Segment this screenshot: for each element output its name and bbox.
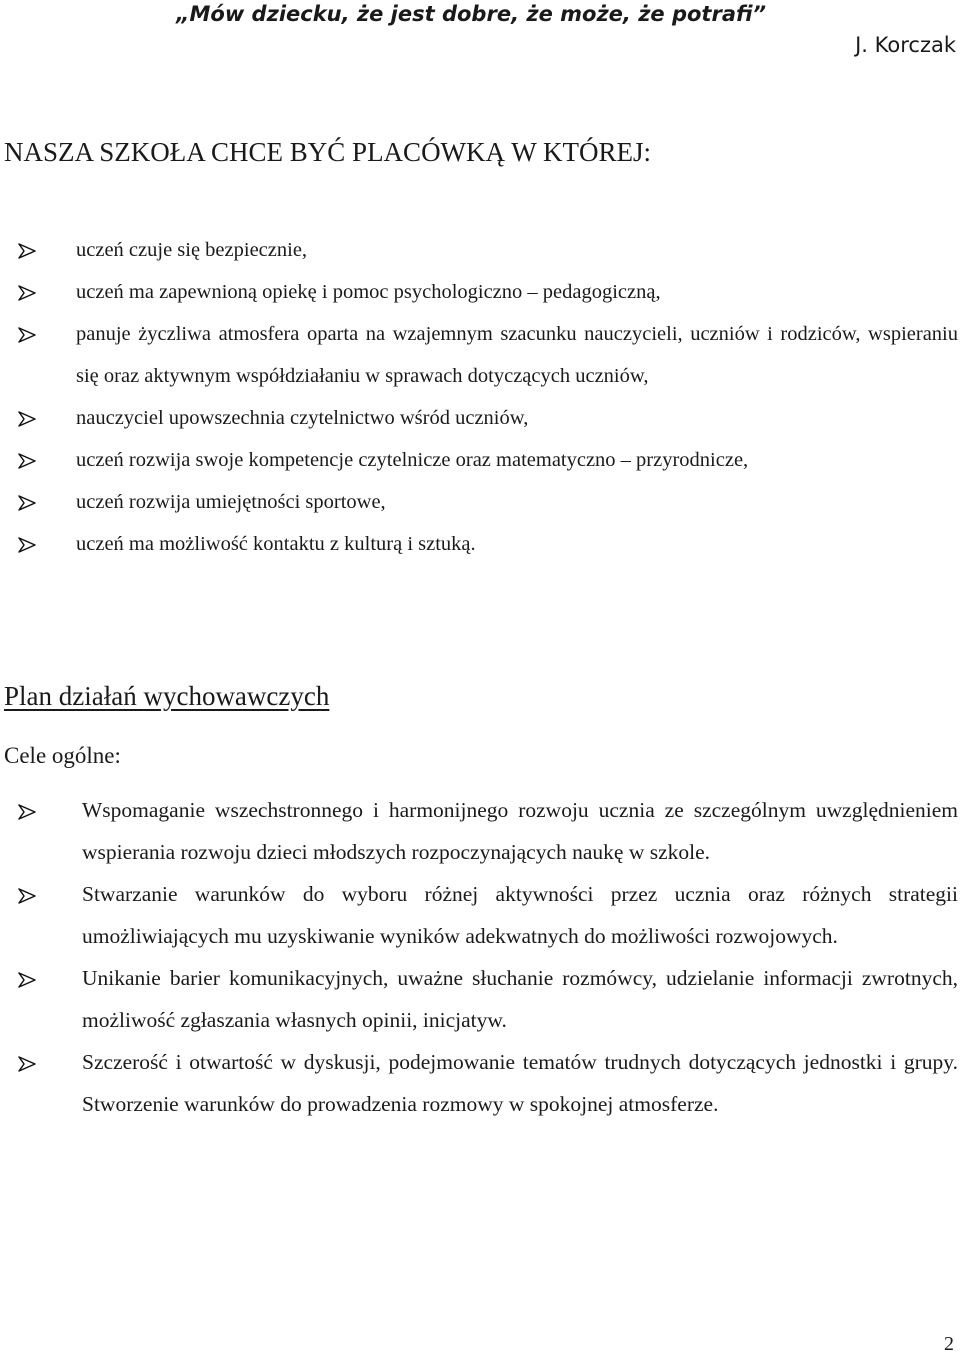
arrowhead-bullet-icon [18,243,36,259]
school-mission-heading: NASZA SZKOŁA CHCE BYĆ PLACÓWKĄ W KTÓREJ: [4,137,652,167]
list-item [0,1041,960,1125]
motto-quote: „Mów dziecku, że jest dobre, że może, że potrafi” [176,2,767,26]
motto-author: J. Korczak [855,33,956,57]
arrowhead-bullet-icon [18,411,36,427]
list-item-text: uczeń ma możliwość kontaktu z kulturą i sztuką. [76,533,476,555]
list-item [0,229,960,271]
arrowhead-bullet-icon [18,888,36,904]
list-item [0,957,960,1041]
list-item [0,789,960,873]
plan-heading: Plan działań wychowawczych [4,681,330,711]
arrowhead-bullet-icon [18,327,36,343]
list-item [0,873,960,957]
list-item-text: Szczerość i otwartość w dyskusji, podejmowanie tematów trudnych dotyczących jednostki i grupy. Stworzenie warunków do prowadzenia rozmowy w spokojnej atmosferze. [82,1050,958,1116]
list-item [0,481,960,523]
list-item [0,523,960,565]
list-item [0,271,960,313]
arrowhead-bullet-icon [18,804,36,820]
arrowhead-bullet-icon [18,972,36,988]
list-item-text: Wspomaganie wszechstronnego i harmonijnego rozwoju ucznia ze szczególnym uwzględnieniem wspierania rozwoju dzieci młodszych rozpoczynających naukę w szkole. [82,798,958,864]
arrowhead-bullet-icon [18,1056,36,1072]
list-item-text: Unikanie barier komunikacyjnych, uważne słuchanie rozmówcy, udzielanie informacji zwrotnych, możliwość zgłaszania własnych opinii, inicjatyw. [82,966,958,1032]
page-number: 2 [944,1333,954,1355]
arrowhead-bullet-icon [18,495,36,511]
arrowhead-bullet-icon [18,537,36,553]
list-item-text: uczeń rozwija swoje kompetencje czytelnicze oraz matematyczno – przyrodnicze, [76,449,749,471]
list-item-text: panuje życzliwa atmosfera oparta na wzajemnym szacunku nauczycieli, uczniów i rodziców, wspieraniu się oraz aktywnym współdziałaniu w sprawach dotyczących uczniów, [76,323,958,387]
arrowhead-bullet-icon [18,285,36,301]
list-item [0,397,960,439]
general-goals-list [0,789,960,1125]
list-item-text: Stwarzanie warunków do wyboru różnej aktywności przez ucznia oraz różnych strategii umożliwiających mu uzyskiwanie wyników adekwatnych do możliwości rozwojowych. [82,882,958,948]
school-mission-list [0,229,960,565]
list-item [0,313,960,397]
goals-subheading: Cele ogólne: [4,743,121,768]
list-item-text: uczeń czuje się bezpiecznie, [76,239,308,261]
list-item-text: nauczyciel upowszechnia czytelnictwo wśród uczniów, [76,407,529,429]
list-item-text: uczeń rozwija umiejętności sportowe, [76,491,386,513]
list-item [0,439,960,481]
list-item-text: uczeń ma zapewnioną opiekę i pomoc psychologiczno – pedagogiczną, [76,281,661,303]
arrowhead-bullet-icon [18,453,36,469]
